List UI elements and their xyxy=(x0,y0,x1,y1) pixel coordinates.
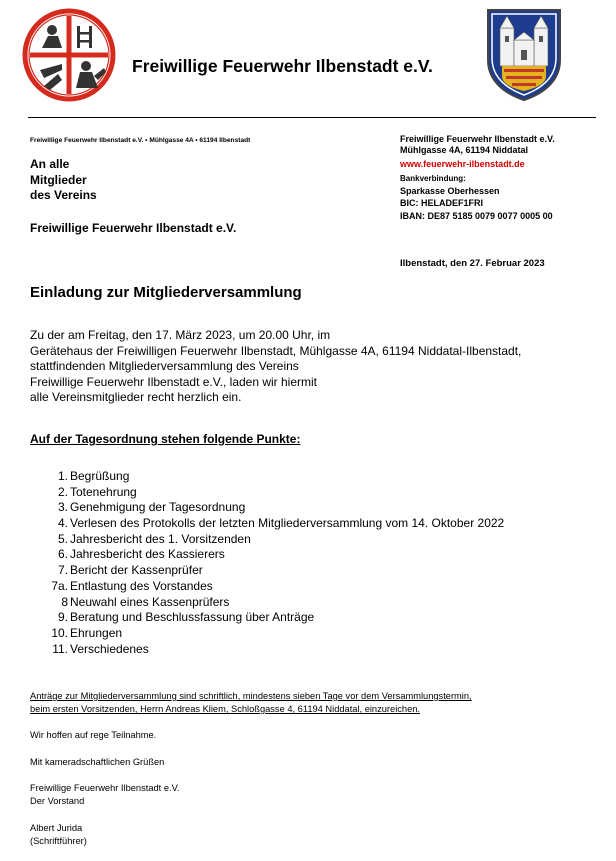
agenda-number: 9. xyxy=(57,610,68,625)
fire-brigade-emblem xyxy=(22,8,116,102)
sender-address-line: Freiwillige Feuerwehr Ilbenstadt e.V. • Mühlgasse 4A • 61194 Ilbenstadt xyxy=(30,137,251,144)
notice-line: Anträge zur Mitgliederversammlung sind schriftlich, mindestens sieben Tage vor dem Versammlungstermin, xyxy=(30,691,472,701)
agenda-number: 1. xyxy=(57,469,68,483)
agenda-text: Entlastung des Vorstandes xyxy=(70,578,213,593)
intro-paragraph xyxy=(30,328,521,406)
agenda-text: Verschiedenes xyxy=(70,641,149,656)
agenda-text: Totenehrung xyxy=(70,484,137,499)
info-address: Mühlgasse 4A, 61194 Niddatal xyxy=(400,144,529,155)
agenda-number: 8 xyxy=(61,594,68,609)
closing-greeting: Mit kameradschaftlichen Grüßen xyxy=(30,757,165,767)
signature-name: Albert Jurida xyxy=(30,823,83,833)
signature-organization xyxy=(30,782,180,808)
recipient-organization: Freiwillige Feuerwehr Ilbenstadt e.V. xyxy=(30,221,237,235)
letter-date: Ilbenstadt, den 27. Februar 2023 xyxy=(400,258,545,269)
bank-label: Bankverbindung: xyxy=(400,173,466,183)
signature-person xyxy=(30,822,87,848)
intro-line: stattfindenden Mitgliederversammlung des Vereins xyxy=(30,359,299,373)
agenda-text: Jahresbericht des Kassierers xyxy=(70,547,225,562)
agenda-heading: Auf der Tagesordnung stehen folgende Punkte: xyxy=(30,432,301,446)
intro-line: Freiwillige Feuerwehr Ilbenstadt e.V., laden wir hiermit xyxy=(30,374,318,389)
website-link[interactable]: www.feuerwehr-ilbenstadt.de xyxy=(400,159,525,170)
intro-line: Gerätehaus der Freiwilligen Feuerwehr Ilbenstadt, Mühlgasse 4A, 61194 Niddatal-Ilbenstadt, xyxy=(30,343,522,358)
recipient-line: Mitglieder xyxy=(30,172,87,187)
agenda-text: Jahresbericht des 1. Vorsitzenden xyxy=(70,531,251,546)
signature-role: (Schriftführer) xyxy=(30,836,87,846)
recipient-line: des Vereins xyxy=(30,188,97,202)
agenda-text: Verlesen des Protokolls der letzten Mitgliederversammlung vom 14. Oktober 2022 xyxy=(70,516,505,531)
recipient-block xyxy=(30,157,97,204)
agenda-number: 6. xyxy=(57,547,68,562)
notice-line: beim ersten Vorsitzenden, Herrn Andreas Kliem, Schloßgasse 4, 61194 Niddatal, einzureichen. xyxy=(30,704,420,714)
closing-hope: Wir hoffen auf rege Teilnahme. xyxy=(30,730,157,740)
agenda-text: Bericht der Kassenprüfer xyxy=(70,563,203,578)
organization-title: Freiwillige Feuerwehr Ilbenstadt e.V. xyxy=(132,56,433,76)
intro-line: Zu der am Freitag, den 17. März 2023, um 20.00 Uhr, im xyxy=(30,328,331,342)
agenda-number: 11. xyxy=(52,641,68,656)
bank-bic: BIC: HELADEF1FRI xyxy=(400,198,483,209)
agenda-text: Genehmigung der Tagesordnung xyxy=(70,500,246,515)
agenda-number: 5. xyxy=(57,531,68,546)
agenda-number: 7a. xyxy=(51,578,68,593)
info-org: Freiwillige Feuerwehr Ilbenstadt e.V. xyxy=(400,134,555,144)
header-divider xyxy=(28,117,596,118)
signature-board: Der Vorstand xyxy=(30,796,85,806)
agenda-number: 4. xyxy=(57,516,68,531)
agenda-text: Begrüßung xyxy=(70,469,130,483)
motions-notice xyxy=(30,690,472,716)
agenda-number: 7. xyxy=(57,563,68,578)
agenda-text: Ehrungen xyxy=(70,625,123,640)
agenda-number: 2. xyxy=(57,484,68,499)
recipient-line: An alle xyxy=(30,157,70,171)
letter-subject: Einladung zur Mitgliederversammlung xyxy=(30,284,302,301)
bank-name: Sparkasse Oberhessen xyxy=(400,186,500,197)
contact-info-block xyxy=(400,134,555,223)
coat-of-arms xyxy=(484,6,564,102)
agenda-number: 10. xyxy=(51,625,68,640)
signature-org-name: Freiwillige Feuerwehr Ilbenstadt e.V. xyxy=(30,783,180,793)
agenda-text: Beratung und Beschlussfassung über Anträge xyxy=(70,610,315,625)
bank-iban: IBAN: DE87 5185 0079 0077 0005 00 xyxy=(400,210,553,221)
intro-line: alle Vereinsmitglieder recht herzlich ein. xyxy=(30,390,242,404)
agenda-number: 3. xyxy=(57,500,68,515)
agenda-text: Neuwahl eines Kassenprüfers xyxy=(70,594,230,609)
